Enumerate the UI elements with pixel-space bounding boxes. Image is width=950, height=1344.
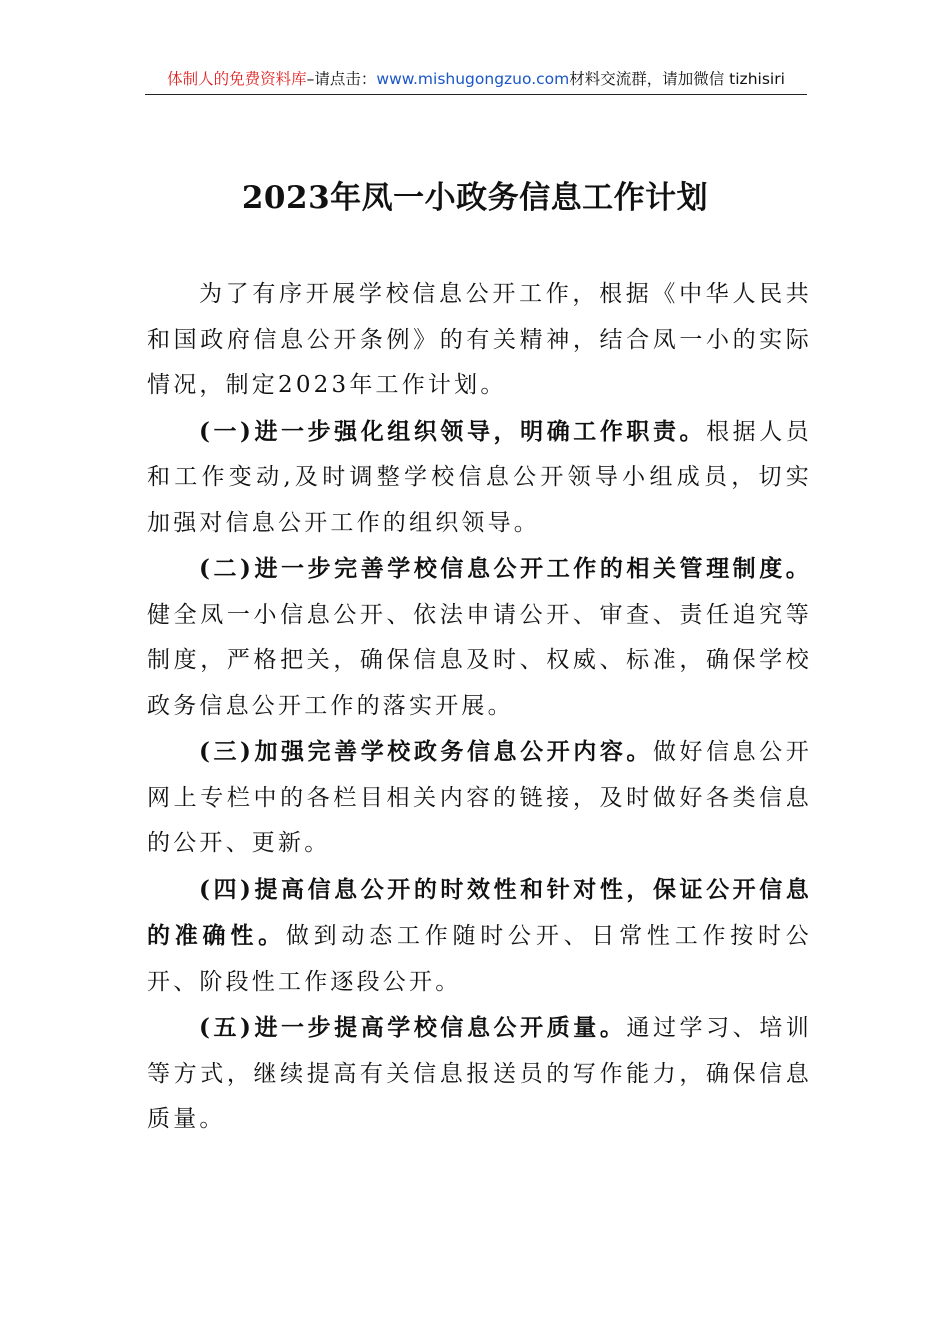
header-click-prompt: –请点击： [306, 70, 377, 88]
section-body-2: 健全凤一小信息公开、依法申请公开、审查、责任追究等制度，严格把关，确保信息及时、权威、标准，确保学校政务信息公开工作的落实开展。 [147, 601, 812, 719]
section-paragraph-3 [147, 729, 812, 867]
section-paragraph-5 [147, 1005, 812, 1143]
section-paragraph-2 [147, 546, 812, 729]
section-lead-1: (一)进一步强化组织领导，明确工作职责。 [199, 417, 707, 445]
section-body-5: 通过学习、培训等方式，继续提高有关信息报送员的写作能力，确保信息质量。 [147, 1015, 812, 1132]
header-contact: 材料交流群，请加微信 tizhisiri [569, 70, 785, 88]
intro-paragraph: 为了有序开展学校信息公开工作，根据《中华人民共和国政府信息公开条例》的有关精神，结合凤一小的实际情况，制定2023年工作计划。 [147, 281, 812, 398]
document-body [147, 272, 812, 1143]
header-site-name: 体制人的免费资料库 [167, 70, 307, 88]
section-paragraph-4 [147, 867, 812, 1006]
section-lead-4: (四)提高信息公开的时效性和针对性，保证公开信息的准确性。 [147, 875, 812, 949]
section-body-4: 做到动态工作随时公开、日常性工作按时公开、阶段性工作逐段公开。 [147, 923, 812, 995]
section-lead-5: (五)进一步提高学校信息公开质量。 [199, 1014, 627, 1041]
section-lead-2: (二)进一步完善学校信息公开工作的相关管理制度。 [199, 555, 812, 582]
section-lead-3: (三)加强完善学校政务信息公开内容。 [199, 738, 653, 765]
section-body-1: 根据人员和工作变动,及时调整学校信息公开领导小组成员，切实加强对信息公开工作的组织领导。 [147, 418, 812, 536]
section-paragraph-1 [147, 409, 812, 547]
page-header [145, 66, 807, 95]
header-url-link[interactable]: www.mishugongzuo.com [376, 70, 570, 88]
section-body-3: 做好信息公开网上专栏中的各栏目相关内容的链接，及时做好各类信息的公开、更新。 [147, 739, 812, 856]
document-title: 2023年凤一小政务信息工作计划 [241, 180, 709, 216]
